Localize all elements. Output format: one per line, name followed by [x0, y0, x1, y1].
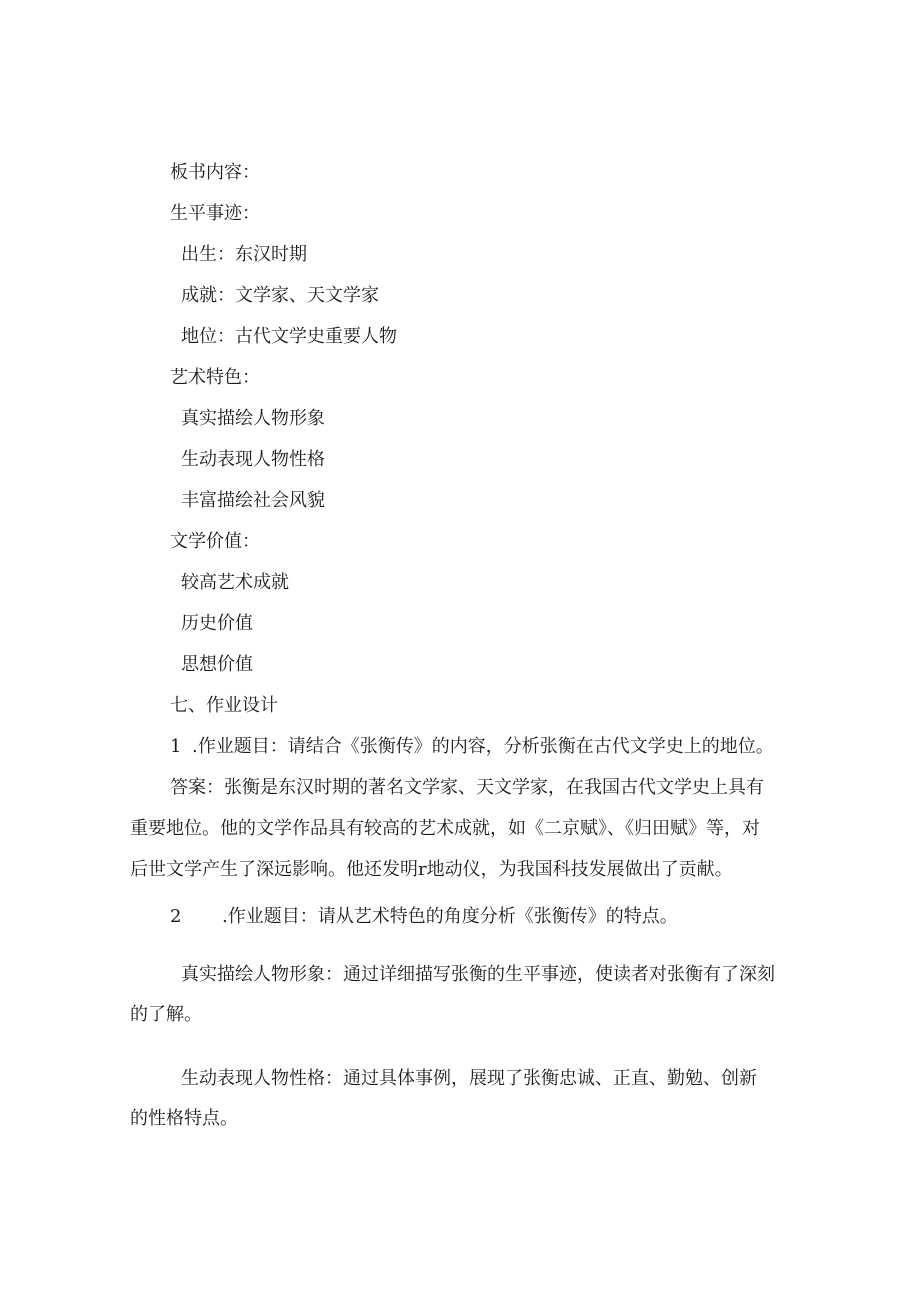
life-item: 出生：东汉时期 [181, 244, 307, 265]
question-1-number: 1 [170, 736, 182, 757]
question-2 [170, 904, 678, 930]
answer-1-line: 答案：张衡是东汉时期的著名文学家、天文学家，在我国古代文学史上具有 [170, 777, 764, 798]
answer-1-line: 重要地位。他的文学作品具有较高的艺术成就，如《二京赋》、《归田赋》等，对 [130, 818, 760, 839]
homework-heading: 七、作业设计 [170, 695, 278, 716]
board-title: 板书内容： [170, 162, 260, 183]
value-item: 思想价值 [181, 654, 253, 675]
question-2-text: .作业题目：请从艺术特色的角度分析《张衡传》的特点。 [222, 906, 678, 927]
life-item: 成就：文学家、天文学家 [181, 285, 379, 306]
answer-1-line: 后世文学产生了深远影响。他还发明r地动仪，为我国科技发展做出了贡献。 [130, 859, 733, 880]
value-heading: 文学价值： [170, 531, 260, 552]
life-item: 地位：古代文学史重要人物 [181, 326, 397, 347]
question-1-text: .作业题目：请结合《张衡传》的内容，分析张衡在古代文学史上的地位。 [192, 736, 774, 757]
life-heading: 生平事迹： [170, 203, 260, 224]
q2-paragraph-2-line: 的性格特点。 [130, 1108, 238, 1129]
art-item: 丰富描绘社会风貌 [181, 490, 325, 511]
question-2-number: 2 [170, 906, 182, 927]
art-item: 真实描绘人物形象 [181, 408, 325, 429]
q2-paragraph-1-line: 真实描绘人物形象：通过详细描写张衡的生平事迹，使读者对张衡有了深刻 [181, 964, 775, 985]
value-item: 较高艺术成就 [181, 572, 289, 593]
question-1 [170, 734, 774, 760]
value-item: 历史价值 [181, 613, 253, 634]
art-item: 生动表现人物性格 [181, 449, 325, 470]
art-heading: 艺术特色： [170, 367, 260, 388]
q2-paragraph-1-line: 的了解。 [130, 1004, 202, 1025]
q2-paragraph-2-line: 生动表现人物性格：通过具体事例，展现了张衡忠诚、正直、勤勉、创新 [181, 1068, 757, 1089]
